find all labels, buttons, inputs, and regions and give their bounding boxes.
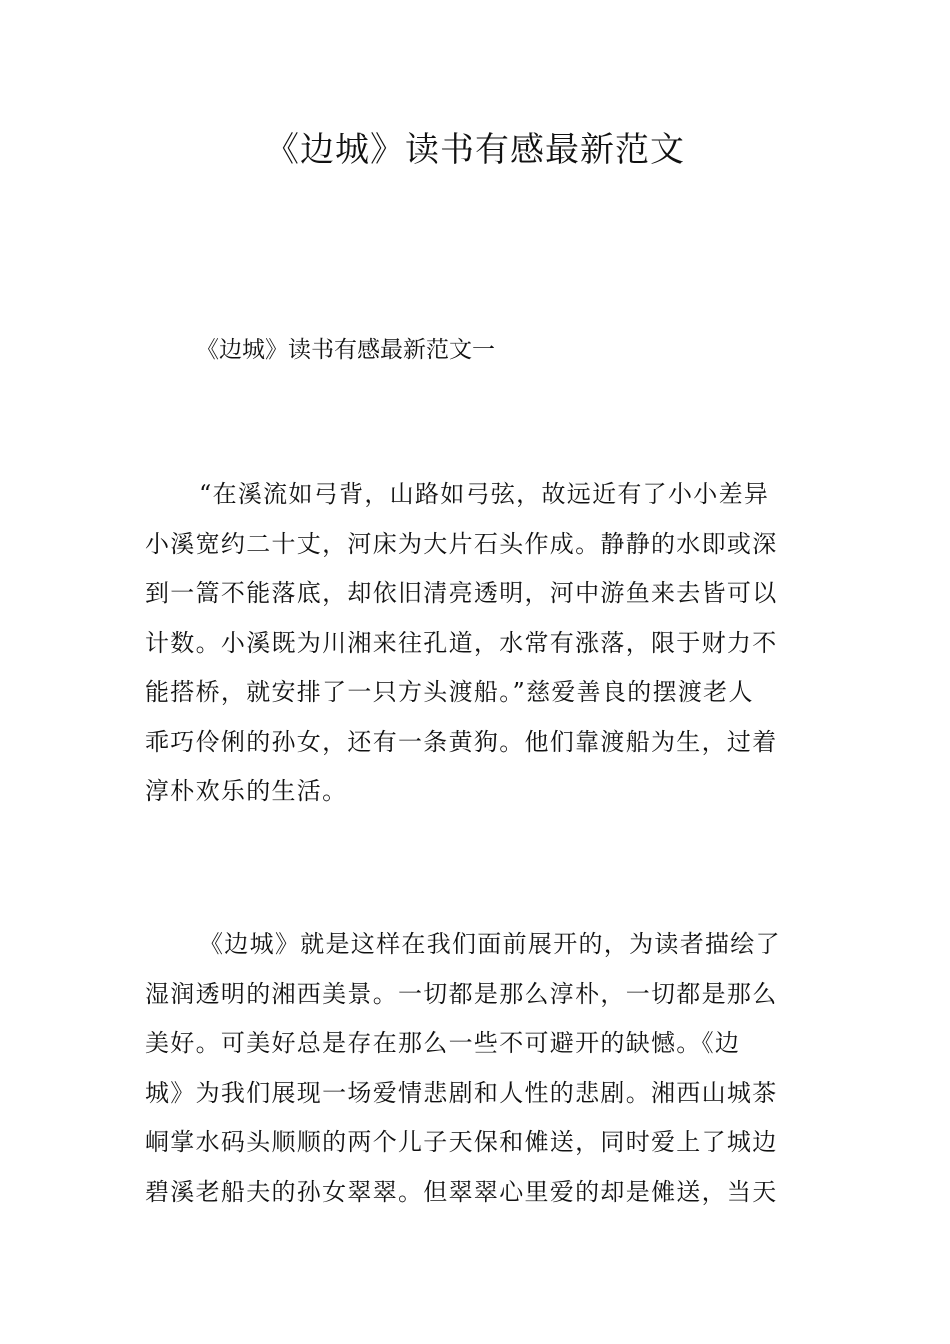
paragraph-line: 美好。可美好总是存在那么一些不可避开的缺憾。《边 <box>145 1029 741 1057</box>
paragraph-line: 乖巧伶俐的孙女，还有一条黄狗。他们靠渡船为生，过着 <box>145 727 778 756</box>
paragraph-line: 湿润透明的湘西美景。一切都是那么淳朴，一切都是那么 <box>145 979 778 1008</box>
section-heading: 《边城》读书有感最新范文一 <box>196 337 495 363</box>
paragraph-line: 《边城》就是这样在我们面前展开的，为读者描绘了 <box>199 930 781 958</box>
document-title: 《边城》读书有感最新范文 <box>265 130 685 170</box>
paragraph-line: 到一篙不能落底，却依旧清亮透明，河中游鱼来去皆可以 <box>145 579 778 607</box>
paragraph-line: 能搭桥，就安排了一只方头渡船。”慈爱善良的摆渡老人 <box>145 678 754 706</box>
paragraph-line: 计数。小溪既为川湘来往孔道，水常有涨落，限于财力不 <box>145 628 778 657</box>
paragraph-1 <box>145 470 807 817</box>
paragraph-line: 峒掌水码头顺顺的两个儿子天保和傩送，同时爱上了城边 <box>145 1128 778 1156</box>
paragraph-line: 小溪宽约二十丈，河床为大片石头作成。静静的水即或深 <box>145 529 778 558</box>
paragraph-line: 淳朴欢乐的生活。 <box>145 777 348 805</box>
paragraph-2 <box>145 920 807 1217</box>
paragraph-line: “在溪流如弓背，山路如弓弦，故远近有了小小差异 <box>199 480 770 508</box>
paragraph-line: 碧溪老船夫的孙女翠翠。但翠翠心里爱的却是傩送，当天 <box>145 1177 778 1206</box>
paragraph-line: 城》为我们展现一场爱情悲剧和人性的悲剧。湘西山城茶 <box>145 1078 778 1107</box>
